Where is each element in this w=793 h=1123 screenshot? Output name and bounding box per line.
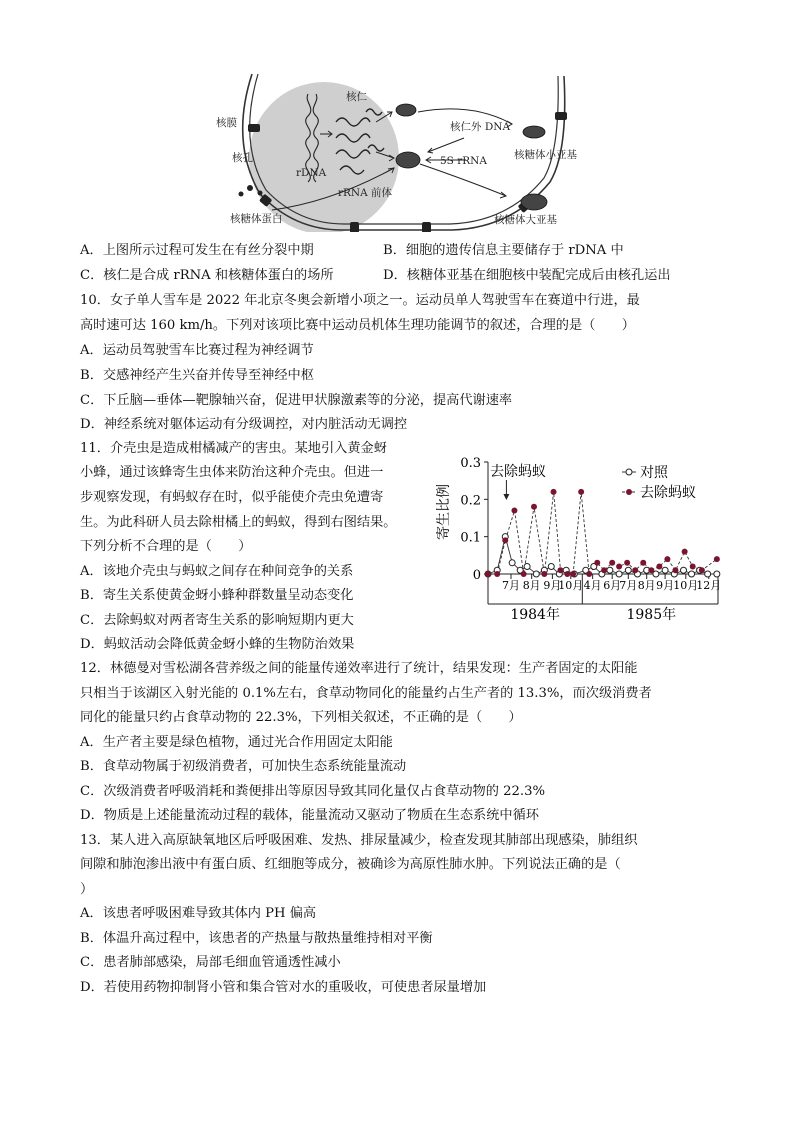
q11-stem-line-1: 11．介壳虫是造成柑橘减产的害虫。某地引入黄金蚜 xyxy=(80,441,387,456)
chart-x-tick-label: 8月 xyxy=(522,579,541,592)
parasitism-chart-svg xyxy=(436,454,721,626)
chart-series-line-ant-removal xyxy=(488,492,717,574)
chart-point-ant-removal xyxy=(578,489,584,495)
chart-x-tick-label: 10月 xyxy=(673,579,699,592)
chart-y-tick-label: 0 xyxy=(472,568,481,583)
chart-x-tick-label: 7月 xyxy=(619,579,638,592)
q11-stem-line-5: 下列分析不合理的是（ ） xyxy=(80,539,252,554)
chart-point-control xyxy=(681,567,687,573)
q11-stem-line-2: 小蜂，通过该蜂寄生虫体来防治这种介壳虫。但进一 xyxy=(80,465,384,480)
label-small-subunit: 核糖体小亚基 xyxy=(514,149,577,161)
legend-label-control: 对照 xyxy=(640,465,668,481)
chart-point-control xyxy=(616,571,622,577)
chart-point-ant-removal xyxy=(511,508,517,514)
chart-point-control xyxy=(625,567,631,573)
q13-option-b: B．体温升高过程中，该患者的产热量与散热量维持相对平衡 xyxy=(80,931,433,946)
label-nuclear-pore: 核孔 xyxy=(232,152,253,164)
chart-point-control xyxy=(662,567,668,573)
chart-point-ant-removal xyxy=(648,567,654,573)
q11-option-b: B．寄生关系使黄金蚜小蜂种群数量呈动态变化 xyxy=(80,588,354,603)
nucleolus-region xyxy=(249,82,399,232)
chart-x-tick-label: 12月 xyxy=(696,579,721,592)
chart-point-ant-removal xyxy=(557,567,563,573)
chart-year-label-1984: 1984年 xyxy=(510,607,560,623)
label-large-subunit: 核糖体大亚基 xyxy=(494,214,557,226)
chart-x-tick-label: 4月 xyxy=(583,579,602,592)
chart-x-ticks xyxy=(502,574,721,623)
chart-x-tick-label: 10月 xyxy=(558,579,584,592)
chart-y-tick-label: 0.2 xyxy=(460,493,481,509)
chart-point-ant-removal xyxy=(609,560,615,566)
q10-stem-line-1: 10．女子单人雪车是 2022 年北京冬奥会新增小项之一。运动员单人驾驶雪车在赛道中行进，最 xyxy=(80,293,640,308)
label-rdna: rDNA xyxy=(296,167,327,179)
q10-option-a: A．运动员驾驶雪车比赛过程为神经调节 xyxy=(80,343,314,358)
q11-stem-line-4: 生。为此科研人员去除柑橘上的蚂蚁，得到右图结果。 xyxy=(80,515,397,530)
chart-point-ant-removal xyxy=(601,567,607,573)
chart-point-ant-removal xyxy=(551,489,557,495)
chart-x-tick-label: 7月 xyxy=(502,579,520,592)
chart-annotation-arrowhead xyxy=(503,494,509,500)
chart-point-ant-removal xyxy=(485,571,491,577)
q13-option-a: A．该患者呼吸困难导致其体内 PH 偏高 xyxy=(80,906,317,921)
q10-option-b: B．交感神经产生兴奋并传导至神经中枢 xyxy=(80,368,314,383)
legend-marker-ant-removal xyxy=(626,489,632,495)
chart-point-ant-removal xyxy=(594,560,600,566)
q12-option-d: D．物质是上述能量流动过程的载体，能量流动又驱动了物质在生态系统中循环 xyxy=(80,808,539,823)
chart-point-control xyxy=(689,571,695,577)
q12-option-b: B．食草动物属于初级消费者，可加快生态系统能量流动 xyxy=(80,759,407,774)
chart-point-ant-removal xyxy=(664,556,670,562)
q11-stem-line-3: 步观察发现，有蚂蚁存在时，似乎能使介壳虫免遭寄 xyxy=(80,490,384,505)
q11-option-c: C．去除蚂蚁对两者寄生关系的影响短期内更大 xyxy=(80,613,354,628)
q9-option-c: C．核仁是合成 rRNA 和核糖体蛋白的场所 xyxy=(80,268,334,283)
q12-stem-line-3: 同化的能量只约占食草动物的 22.3%，下列相关叙述，不正确的是（ ） xyxy=(80,710,522,725)
chart-point-ant-removal xyxy=(564,571,570,577)
chart-point-ant-removal xyxy=(690,564,696,570)
chart-point-ant-removal xyxy=(656,564,662,570)
q12-option-c: C．次级消费者呼吸消耗和粪便排出等原因导致其同化量仅占食草动物的 22.3% xyxy=(80,784,545,799)
q13-option-d: D．若使用药物抑制肾小管和集合管对水的重吸收，可使患者尿量增加 xyxy=(80,980,487,995)
q13-stem-line-3: ） xyxy=(80,882,94,897)
chart-point-ant-removal xyxy=(714,556,720,562)
chart-point-ant-removal xyxy=(616,564,622,570)
chart-y-ticks xyxy=(460,456,488,583)
chart-y-tick-label: 0.1 xyxy=(460,530,481,546)
chart-point-ant-removal xyxy=(682,549,688,555)
chart-x-tick-label: 8月 xyxy=(637,579,656,592)
chart-year-label-1985: 1985年 xyxy=(626,607,677,623)
chart-point-ant-removal xyxy=(502,537,508,543)
chart-point-ant-removal xyxy=(521,571,527,577)
q12-stem-line-1: 12．林德曼对雪松湖各营养级之间的能量传递效率进行了统计，结果发现：生产者固定的太阳能 xyxy=(80,661,638,676)
chart-x-tick-label: 9月 xyxy=(543,579,562,592)
chart-legend xyxy=(622,465,696,501)
chart-point-ant-removal xyxy=(624,560,630,566)
label-ribosomal-protein: 核糖体蛋白 xyxy=(230,213,283,225)
chart-point-ant-removal xyxy=(570,571,576,577)
chart-y-tick-label: 0.3 xyxy=(460,456,481,471)
parasitism-chart xyxy=(436,454,721,626)
chart-point-ant-removal xyxy=(672,567,678,573)
chart-point-ant-removal xyxy=(586,571,592,577)
q10-stem-line-2: 高时速可达 160 km/h。下列对该项比赛中运动员机体生理功能调节的叙述，合理的是（ ） xyxy=(80,318,635,333)
legend-marker-control xyxy=(626,469,632,475)
nucleolus-figure xyxy=(212,72,582,232)
chart-y-label: 寄生比例 xyxy=(436,484,452,540)
label-rrna-precursor: rRNA 前体 xyxy=(338,187,393,199)
nucleus-diagram xyxy=(212,72,582,232)
q9-option-d: D．核糖体亚基在细胞核中装配完成后由核孔运出 xyxy=(383,268,671,283)
chart-point-ant-removal xyxy=(640,560,646,566)
chart-point-control xyxy=(509,560,515,566)
chart-x-tick-label: 6月 xyxy=(603,579,622,592)
chart-series-lines xyxy=(488,492,717,574)
chart-annotation-label: 去除蚂蚁 xyxy=(490,464,546,480)
label-nuclear-membrane: 核膜 xyxy=(216,117,237,129)
q10-option-c: C．下丘脑—垂体—靶腺轴兴奋，促进甲状腺激素等的分泌，提高代谢速率 xyxy=(80,393,513,408)
q13-stem-line-1: 13．某人进入高原缺氧地区后呼吸困难、发热、排尿量减少，检查发现其肺部出现感染，肺组织 xyxy=(80,833,638,848)
label-5s-rrna: 5S rRNA xyxy=(440,155,487,167)
q13-option-c: C．患者肺部感染，局部毛细血管通透性减小 xyxy=(80,955,341,970)
chart-point-control xyxy=(705,571,711,577)
chart-x-tick-label: 9月 xyxy=(656,579,675,592)
q11-option-d: D．蚂蚁活动会降低黄金蚜小蜂的生物防治效果 xyxy=(80,637,355,652)
chart-point-control xyxy=(524,564,530,570)
chart-point-ant-removal xyxy=(699,567,705,573)
q10-option-d: D．神经系统对躯体运动有分级调控，对内脏活动无调控 xyxy=(80,417,408,432)
chart-point-control xyxy=(533,571,539,577)
q12-stem-line-2: 只相当于该湖区入射光能的 0.1%左右，食草动物同化的能量约占生产者的 13.3%，而次级消费者 xyxy=(80,686,652,701)
chart-point-ant-removal xyxy=(632,567,638,573)
chart-point-control xyxy=(607,567,613,573)
chart-point-control xyxy=(548,564,554,570)
label-extra-nucleolar-dna: 核仁外 DNA xyxy=(450,121,511,133)
q12-option-a: A．生产者主要是绿色植物，通过光合作用固定太阳能 xyxy=(80,735,393,750)
label-nucleolus: 核仁 xyxy=(346,91,367,103)
chart-point-ant-removal xyxy=(494,571,500,577)
chart-point-ant-removal xyxy=(531,504,537,510)
chart-series-points xyxy=(485,489,720,577)
q13-stem-line-2: 间隙和肺泡渗出液中有蛋白质、红细胞等成分，被确诊为高原性肺水肿。下列说法正确的是（ xyxy=(80,857,621,872)
chart-point-ant-removal xyxy=(541,571,547,577)
q9-option-a: A．上图所示过程可发生在有丝分裂中期 xyxy=(80,243,314,258)
chart-annotation xyxy=(490,463,546,500)
q11-option-a: A．该地介壳虫与蚂蚁之间存在种间竞争的关系 xyxy=(80,564,354,579)
chart-point-control xyxy=(714,571,720,577)
q9-option-b: B．细胞的遗传信息主要储存于 rDNA 中 xyxy=(383,243,624,258)
legend-label-ant-removal: 去除蚂蚁 xyxy=(640,485,696,501)
